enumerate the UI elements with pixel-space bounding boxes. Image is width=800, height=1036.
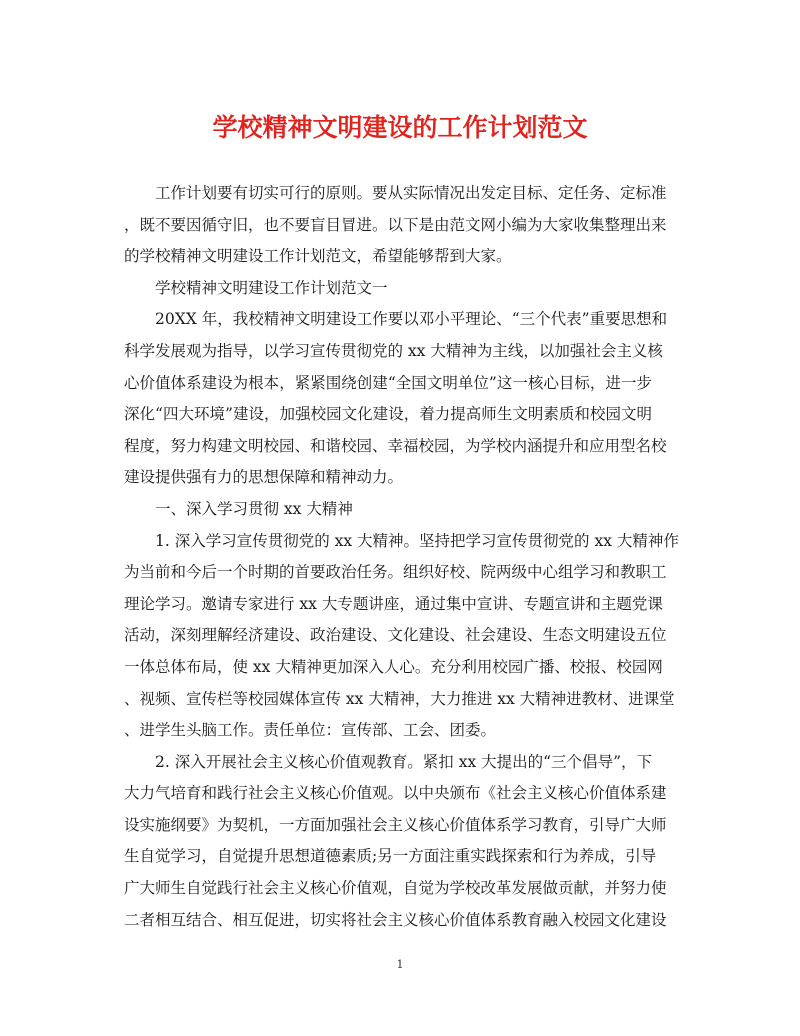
text-line: 二者相互结合、相互促进，切实将社会主义核心价值体系教育融入校园文化建设 — [124, 910, 667, 929]
text-line: 程度，努力构建文明校园、和谐校园、幸福校园，为学校内涵提升和应用型名校 — [124, 436, 667, 455]
document-title: 学校精神文明建设的工作计划范文 — [212, 113, 588, 142]
text-line: 建设提供强有力的思想保障和精神动力。 — [124, 468, 404, 487]
paragraph-intro — [124, 178, 667, 273]
text-line: 1. 深入学习宣传贯彻党的 xx 大精神。坚持把学习宣传贯彻党的 xx 大精神作 — [155, 531, 679, 550]
text-line: 广大师生自觉践行社会主义核心价值观，自觉为学校改革发展做贡献，并努力使 — [124, 879, 667, 898]
paragraph-overview — [124, 304, 668, 494]
text-line: ，既不要因循守旧，也不要盲目冒进。以下是由范文网小编为大家收集整理出来 — [124, 215, 667, 234]
paragraph-item-1 — [124, 526, 679, 747]
text-line: 的学校精神文明建设工作计划范文，希望能够帮到大家。 — [124, 247, 512, 266]
paragraph-section-1 — [124, 494, 652, 526]
text-line: 、视频、宣传栏等校园媒体宣传 xx 大精神，大力推进 xx 大精神进教材、进课堂 — [124, 689, 675, 708]
text-line: 理论学习。邀请专家进行 xx 大专题讲座，通过集中宣讲、专题宣讲和主题党课 — [124, 594, 663, 613]
page-number: 1 — [396, 958, 404, 971]
text-line: 一体总体布局，使 xx 大精神更加深入人心。充分利用校园广播、校报、校园网 — [124, 657, 663, 676]
text-line: 大力气培育和践行社会主义核心价值观。以中央颁布《社会主义核心价值体系建 — [124, 784, 667, 803]
text-line: 活动，深刻理解经济建设、政治建设、文化建设、社会建设、生态文明建设五位 — [124, 626, 667, 645]
text-line: 20XX 年，我校精神文明建设工作要以邓小平理论、“三个代表”重要思想和 — [155, 310, 668, 329]
text-line: 深化“四大环境”建设，加强校园文化建设，着力提高师生文明素质和校园文明 — [124, 405, 652, 424]
paragraph-item-2 — [124, 747, 667, 937]
text-line: 心价值体系建设为根本，紧紧围绕创建“全国文明单位”这一核心目标，进一步 — [124, 373, 652, 392]
document-body — [124, 178, 679, 936]
text-line: 工作计划要有切实可行的原则。要从实际情况出发定目标、定任务、定标准 — [155, 184, 667, 202]
text-line: 科学发展观为指导，以学习宣传贯彻党的 xx 大精神为主线，以加强社会主义核 — [124, 341, 663, 360]
text-line: 2. 深入开展社会主义核心价值观教育。紧扣 xx 大提出的“三个倡导”，下 — [155, 752, 652, 771]
section-heading: 学校精神文明建设工作计划范文一 — [155, 278, 388, 297]
text-line: 生自觉学习，自觉提升思想道德素质;另一方面注重实践探索和行为养成，引导 — [124, 847, 657, 866]
paragraph-subtitle — [124, 273, 652, 305]
text-line: 、进学生头脑工作。责任单位：宣传部、工会、团委。 — [124, 721, 497, 740]
text-line: 为当前和今后一个时期的首要政治任务。组织好校、院两级中心组学习和教职工 — [124, 563, 667, 582]
section-heading: 一、深入学习贯彻 xx 大精神 — [155, 499, 353, 518]
text-line: 设实施纲要》为契机，一方面加强社会主义核心价值体系学习教育，引导广大师 — [124, 815, 667, 834]
